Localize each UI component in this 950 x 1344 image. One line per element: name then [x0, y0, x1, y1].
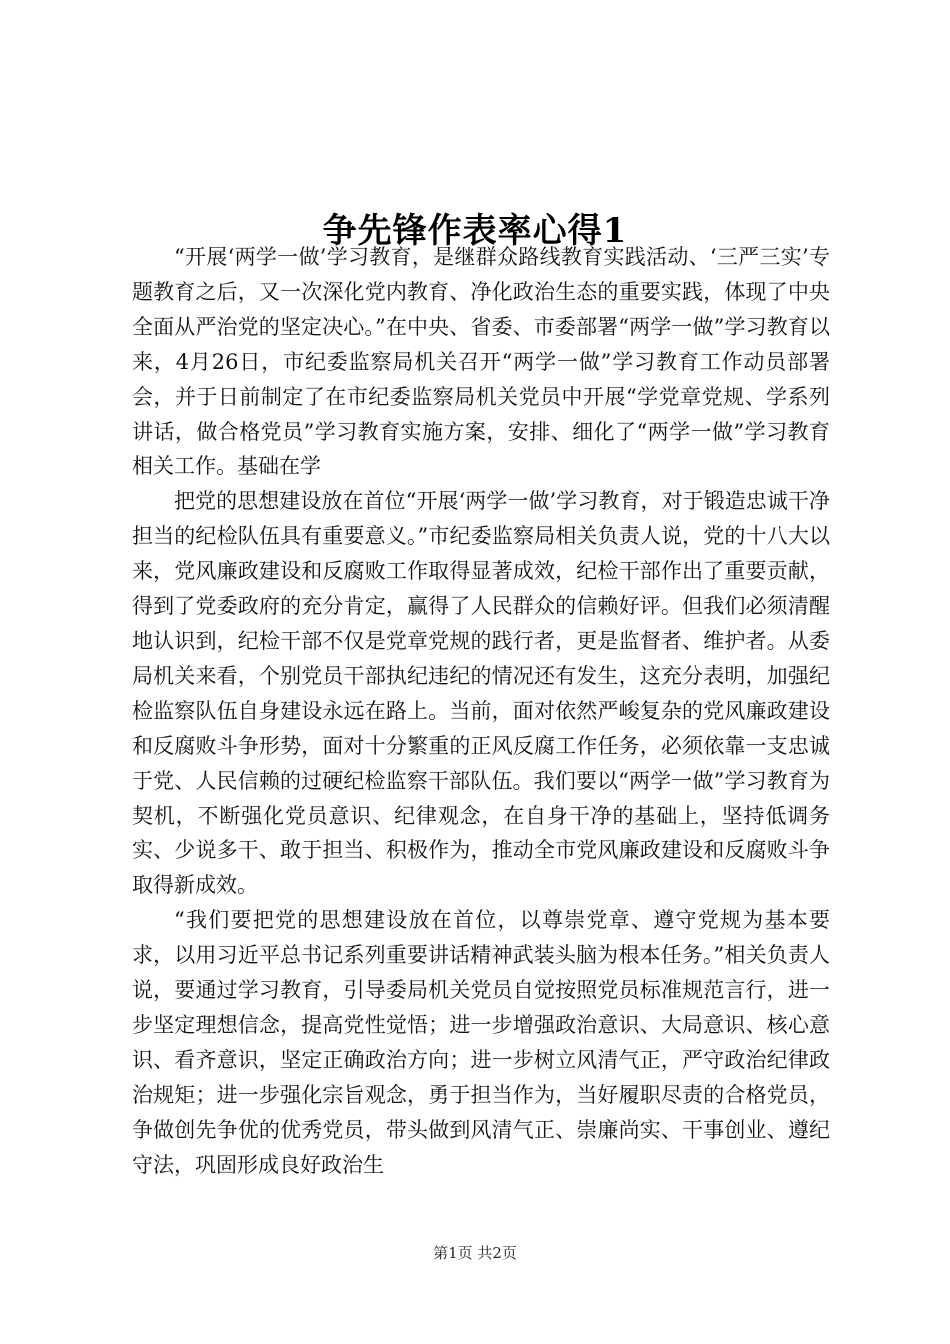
paragraph: “我们要把党的思想建设放在首位，以尊崇党章、遵守党规为基本要求，以用习近平总书记系列重要讲话精神武装头脑为根本任务。”相关负责人说，要通过学习教育，引导委局机关党员自觉按照党员标准规范言行，进一步坚定理想信念，提高党性觉悟；进一步增强政治意识、大局意识、核心意识、看齐意识，坚定正确政治方向；进一步树立风清气正，严守政治纪律政治规矩；进一步强化宗旨观念，勇于担当作为，当好履职尽责的合格党员，争做创先争优的优秀党员，带头做到风清气正、崇廉尚实、干事创业、遵纪守法，巩固形成良好政治生 — [132, 908, 830, 1177]
document-body — [132, 240, 830, 1182]
page-indicator: 第1页 共2页 — [433, 1244, 517, 1262]
document-title: 争先锋作表率心得1 — [322, 210, 628, 251]
paragraph: “开展‘两学一做’学习教育，是继群众路线教育实践活动、‘三严三实’专题教育之后，又一次深化党内教育、净化政治生态的重要实践，体现了中央全面从严治党的坚定决心。”在中央、省委、市委部署“两学一做”学习教育以来，4月26日，市纪委监察局机关召开“两学一做”学习教育工作动员部署会，并于日前制定了在市纪委监察局机关党员中开展“学党章党规、学系列讲话，做合格党员”学习教育实施方案，安排、细化了“两学一做”学习教育相关工作。基础在学 — [132, 245, 830, 479]
page-footer — [0, 1243, 950, 1263]
paragraph: 把党的思想建设放在首位“开展‘两学一做’学习教育，对于锻造忠诚干净担当的纪检队伍具有重要意义。”市纪委监察局相关负责人说，党的十八大以来，党风廉政建设和反腐败工作取得显著成效，纪检干部作出了重要贡献，得到了党委政府的充分肯定，赢得了人民群众的信赖好评。但我们必须清醒地认识到，纪检干部不仅是党章党规的践行者，更是监督者、维护者。从委局机关来看，个别党员干部执纪违纪的情况还有发生，这充分表明，加强纪检监察队伍自身建设永远在路上。当前，面对依然严峻复杂的党风廉政建设和反腐败斗争形势，面对十分繁重的正风反腐工作任务，必须依靠一支忠诚于党、人民信赖的过硬纪检监察干部队伍。我们要以“两学一做”学习教育为契机，不断强化党员意识、纪律观念，在自身干净的基础上，坚持低调务实、少说多干、敢于担当、积极作为，推动全市党风廉政建设和反腐败斗争取得新成效。 — [132, 489, 830, 898]
